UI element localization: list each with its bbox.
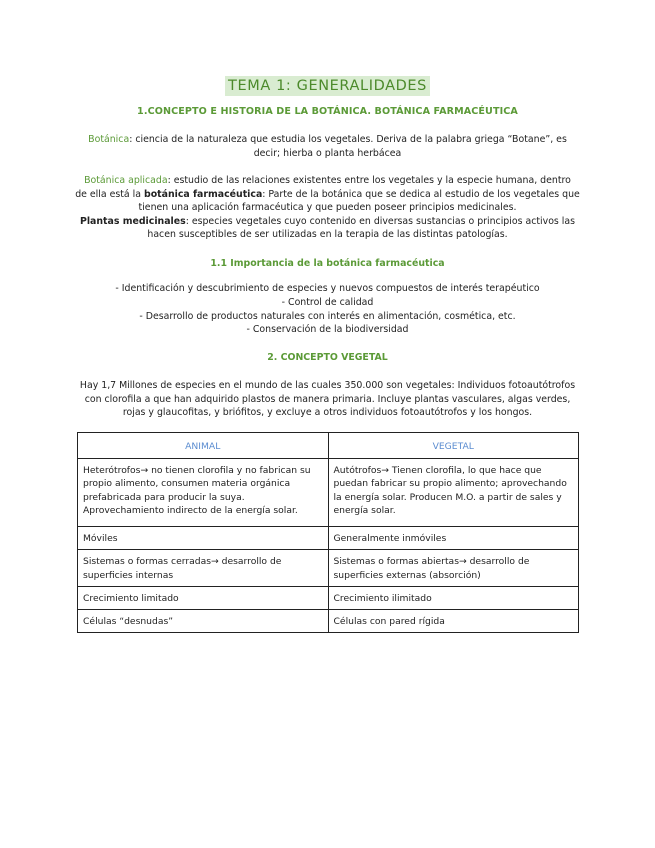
aplicada-text-5: hacen susceptibles de ser utilizadas en la terapia de las distintas patologías. [147,229,508,241]
table-cell: Sistemas o formas abiertas→ desarrollo de superficies externas (absorción) [328,550,579,586]
table-row [78,610,579,633]
term-botanica-farmaceutica: botánica farmacéutica [143,188,263,200]
table-cell: Células “desnudas” [78,610,329,633]
vegetal-text-1: Hay 1,7 Millones de especies en el mundo de las cuales 350.000 son vegetales: Individuos fotoautótrofos [79,380,576,391]
section-heading-1-1: 1.1 Importancia de la botánica farmacéutica [210,258,445,269]
page-title-wrap [0,75,655,96]
vegetal-text-2: con clorofila a que han adquirido plastos de manera primaria. Incluye plantas vasculares, algas verdes, [84,393,571,405]
section-heading-2: 2. CONCEPTO VEGETAL [267,352,388,363]
table-cell: Crecimiento ilimitado [328,586,579,609]
list-item: - Conservación de la biodiversidad [246,324,409,336]
page-title: TEMA 1: GENERALIDADES [225,76,430,96]
table-cell: Células con pared rígida [328,610,579,633]
aplicada-text-2b: : Parte de la botánica que se dedica al estudio de los vegetales que [262,188,580,200]
vegetal-text-3: rojas y glaucofitas, y briófitos, y excluye a otros individuos fotoautótrofos y los hongos. [122,407,533,419]
table-cell: Autótrofos→ Tienen clorofila, lo que hace que puedan fabricar su propio alimento; aprovechando la energía solar. Producen M.O. a partir de sales y energía solar. [328,459,579,527]
aplicada-text-4: : especies vegetales cuyo contenido en diversas sustancias o principios activos las [185,215,576,227]
term-botanica-aplicada: Botánica aplicada [84,175,168,186]
comparison-table [77,432,579,633]
table-cell: Crecimiento limitado [78,586,329,609]
botanica-definition [70,133,585,160]
list-item: - Control de calidad [281,296,374,308]
table-row [78,459,579,527]
vegetal-paragraph [60,379,595,420]
aplicada-text-1: : estudio de las relaciones existentes entre los vegetales y la especie humana, dentro [167,175,571,186]
table-cell: Generalmente inmóviles [328,527,579,550]
botanica-text-1: : ciencia de la naturaleza que estudia los vegetales. Deriva de la palabra griega “Botane”, es [129,134,567,145]
botanica-text-2: decir; hierba o planta herbácea [253,147,402,159]
header-animal: ANIMAL [78,433,329,459]
list-item: - Desarrollo de productos naturales con interés en alimentación, cosmética, etc. [139,310,516,322]
importance-list [0,282,655,337]
table-cell: Sistemas o formas cerradas→ desarrollo de superficies internas [78,550,329,586]
table-row [78,527,579,550]
table-row [78,586,579,609]
term-botanica: Botánica [88,134,130,145]
aplicada-text-3: tienen una aplicación farmacéutica y que pueden poseer principios medicinales. [138,202,517,214]
term-plantas-medicinales: Plantas medicinales [79,215,186,227]
list-item: - Identificación y descubrimiento de especies y nuevos compuestos de interés terapéutico [115,283,540,294]
botanica-aplicada-definition [70,174,585,242]
table-cell: Heterótrofos→ no tienen clorofila y no fabrican su propio alimento, consumen materia orgánica prefabricada para producir la suya. Aprovechamiento indirecto de la energía solar. [78,459,329,527]
table-header-row [78,433,579,459]
section-heading-1: 1.CONCEPTO E HISTORIA DE LA BOTÁNICA. BOTÁNICA FARMACÉUTICA [137,106,518,117]
header-vegetal: VEGETAL [328,433,579,459]
table-cell: Móviles [78,527,329,550]
aplicada-text-2a: de ella está la [75,188,144,200]
table-row [78,550,579,586]
